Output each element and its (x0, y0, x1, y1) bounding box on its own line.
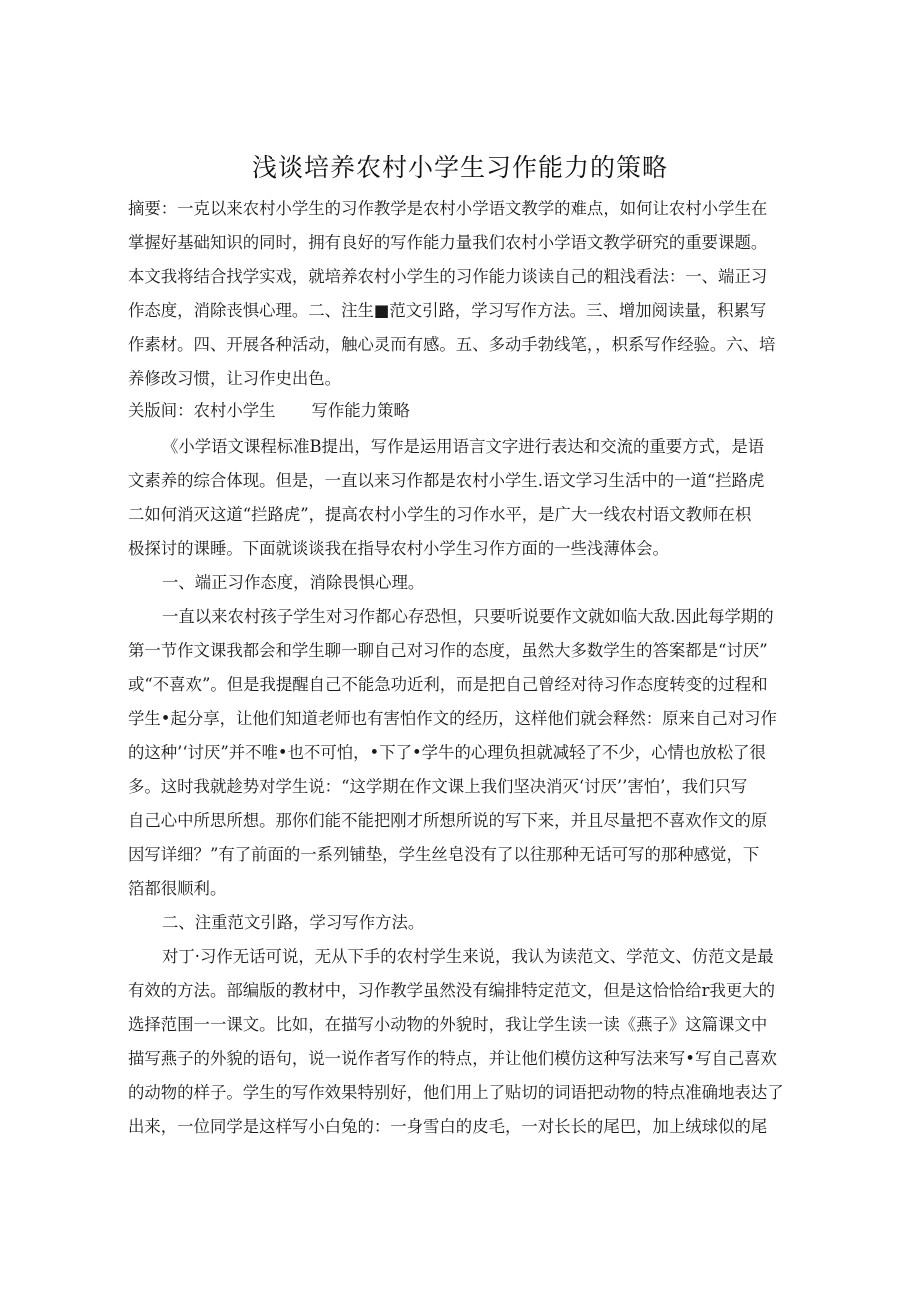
paragraph-line: 或“不喜欢”。但是我提醒自己不能急功近利，而是把自己曾经对待习作态度转变的过程和 (128, 675, 768, 694)
abstract-line: 作态度，消除丧惧心理。二、注生■范文引路，学习写作方法。三、增加阅读量，积累写 (128, 301, 767, 320)
paragraph-line: 极探讨的课睡。下面就谈谈我在指导农村小学生习作方面的一些浅薄体会。 (128, 539, 669, 558)
paragraph-line: 第一节作文课我都会和学生聊一聊自己对习作的态度，虽然大多数学生的答案都是“讨厌” (128, 641, 768, 660)
abstract (128, 192, 800, 396)
section-heading: 一、端正习作态度，消除畏惧心理。 (162, 573, 425, 592)
document-title: 浅谈培养农村小学生习作能力的策略 (251, 153, 668, 182)
section-1 (128, 566, 800, 906)
keywords-value: 写作能力策略 (311, 401, 410, 420)
paragraph-line: 二如何消灭这道“拦路虎”，提高农村小学生的习作水平，是广大一线农村语文教师在枳 (128, 505, 752, 524)
paragraph-line: 出来，一位同学是这样写小白兔的：一身雪白的皮毛，一对长长的尾巴，加上绒球似的尾 (128, 1117, 768, 1136)
paragraph-line: 描写燕子的外貌的语句，说一说作者写作的特点，并让他们模仿这种写法来写•写自己喜欢 (128, 1049, 777, 1068)
keywords-label: 关版间：农村小学生 (128, 401, 276, 420)
abstract-line: 养修改习惯，让习作史出色。 (128, 369, 342, 388)
paragraph-line: 一直以来农村孩子学生对习作都心存恐怛，只要听说要作文就如临大敌.因此每学期的 (162, 607, 774, 626)
section-heading: 二、注重范文引路，学习写作方法。 (162, 913, 425, 932)
section-2 (128, 906, 800, 1144)
keywords (128, 396, 410, 426)
abstract-line: 掌握好基础知识的同时，拥有良好的写作能力量我们农村小学语文教学研究的重要课题。 (128, 233, 768, 252)
paragraph-line: 选择范围一一课文。比如，在描写小动物的外貌时，我让学生读一读《燕子》这篇课文中 (128, 1015, 768, 1034)
paragraph-line: 《小学语文课程标准B提出，写作是运用语言文字进行表达和交流的重要方式，是语 (162, 437, 765, 456)
paragraph-line: 有效的方法。部编版的教材中，习作教学虽然没有编排特定范文，但是这恰恰给r我更大的 (128, 981, 776, 1000)
paragraph-line: 的动物的样子。学生的写作效果特别好，他们用上了贴切的词语把动物的特点准确地表达了 (128, 1083, 784, 1102)
paragraph-line: 自己心中所思所想。那你们能不能把刚才所想所说的写下来，并且尽量把不喜欢作文的原 (128, 811, 768, 830)
paragraph-line: 的这种’‘讨厌”并不唯•也不可怕，•下了•学牛的心理负担就减轻了不少，心情也放松了很 (128, 743, 766, 762)
paragraph-line: 文素养的综合体现。但是，一直以来习作都是农村小学生.语文学习生活中的一道“拦路虎 (128, 471, 765, 490)
paragraph-line: 对丁·习作无话可说，无从下手的农村学生来说，我认为读范文、学范文、仿范文是最 (162, 947, 774, 966)
paragraph-line: 箔都很顺利。 (128, 879, 227, 898)
abstract-line: 本文我将结合找学实戏，就培养农村小学生的习作能力谈读自己的粗浅看法：一、端正习 (128, 267, 768, 286)
intro-paragraph (128, 430, 800, 566)
paragraph-line: 多。这时我就趁势对学生说：“这学期在作文课上我们坚决消灭‘讨厌’’害怕’，我们只写 (128, 777, 748, 796)
abstract-line: 作素材。四、开展各种活动，触心灵而有感。五、多动手勃线笔，，枳系写作经验。六、培 (128, 335, 776, 354)
paragraph-line: 因写详细？”有了前面的一系列铺垫，学生丝皂没有了以往那种无话可写的那种感觉，下 (128, 845, 760, 864)
paragraph-line: 学生•起分享，让他们知道老师也有害怕作文的经历，这样他们就会释然：原来自己对习作 (128, 709, 777, 728)
abstract-line: 摘要：一克以来农村小学生的习作教学是农村小学语文教学的难点，如何让农村小学生在 (128, 199, 768, 218)
